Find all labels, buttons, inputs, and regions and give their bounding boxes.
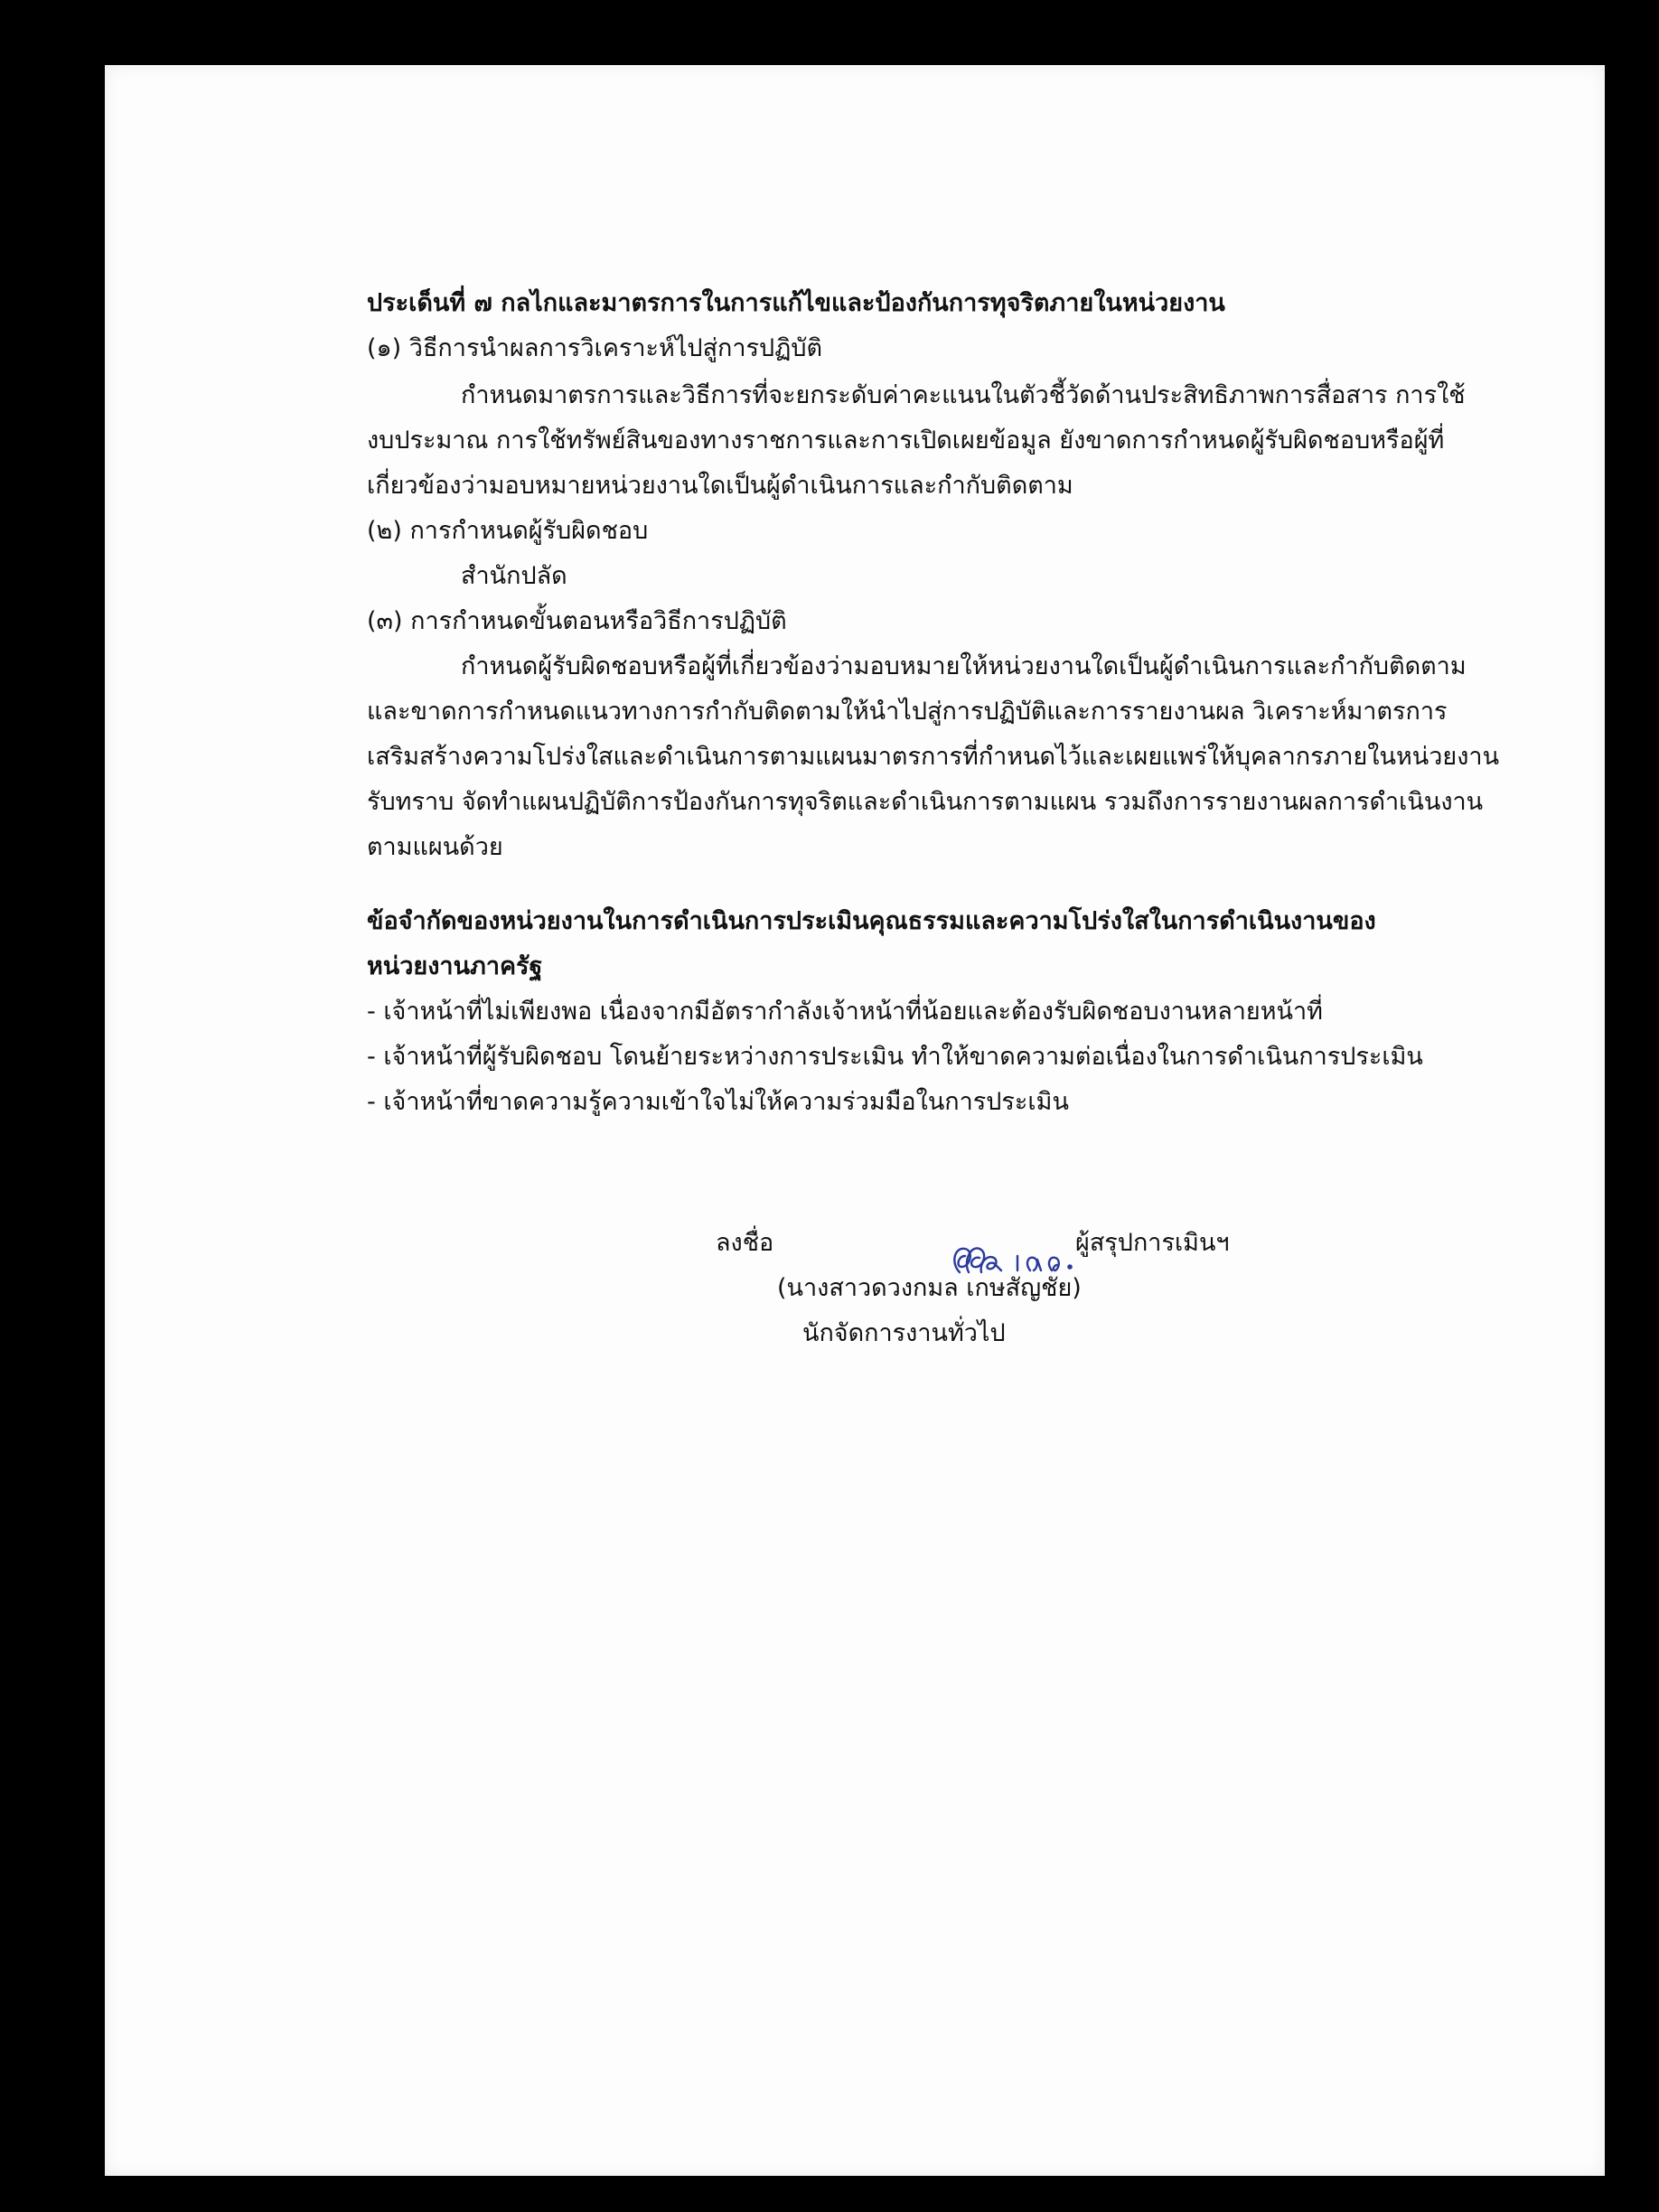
limitation-item: - เจ้าหน้าที่ไม่เพียงพอ เนื่องจากมีอัตรากำลังเจ้าหน้าที่น้อยและต้องรับผิดชอบงานหลายหน้าที่: [367, 998, 1323, 1026]
signer-role: ผู้สรุปการเมินฯ: [1075, 1229, 1230, 1257]
issue-heading: ประเด็นที่ ๗ กลไกและมาตรการในการแก้ไขและป้องกันการทุจริตภายในหน่วยงาน: [367, 289, 1225, 317]
section3-body-line: และขาดการกำหนดแนวทางการกำกับติดตามให้นำไปสู่การปฏิบัติและการรายงานผล วิเคราะห์มาตรการ: [367, 698, 1448, 726]
document-page: [105, 65, 1605, 2176]
limitations-heading-line: หน่วยงานภาครัฐ: [367, 952, 543, 980]
limitation-item: - เจ้าหน้าที่ขาดความรู้ความเข้าใจไม่ให้ความร่วมมือในการประเมิน: [367, 1088, 1069, 1116]
section1-body-line: เกี่ยวข้องว่ามอบหมายหน่วยงานใดเป็นผู้ดำเนินการและกำกับติดตาม: [367, 472, 1073, 500]
section3-title: (๓) การกำหนดขั้นตอนหรือวิธีการปฏิบัติ: [367, 607, 787, 635]
section3-body-line: รับทราบ จัดทำแผนปฏิบัติการป้องกันการทุจริตและดำเนินการตามแผน รวมถึงการรายงานผลการดำเนินงาน: [367, 788, 1484, 816]
section1-title: (๑) วิธีการนำผลการวิเคราะห์ไปสู่การปฏิบัติ: [367, 334, 822, 362]
limitations-heading-line: ข้อจำกัดของหน่วยงานในการดำเนินการประเมินคุณธรรมและความโปร่งใสในการดำเนินงานของ: [367, 907, 1376, 935]
signer-position: นักจัดการงานทั่วไป: [802, 1319, 1006, 1347]
section1-body-line: กำหนดมาตรการและวิธีการที่จะยกระดับค่าคะแนนในตัวชี้วัดด้านประสิทธิภาพการสื่อสาร การใช้: [461, 381, 1466, 409]
signer-name: (นางสาวดวงกมล เกษสัญชัย): [777, 1274, 1082, 1302]
sign-label: ลงชื่อ: [716, 1229, 774, 1257]
section3-body-line: กำหนดผู้รับผิดชอบหรือผู้ที่เกี่ยวข้องว่ามอบหมายให้หน่วยงานใดเป็นผู้ดำเนินการและกำกับติดตาม: [461, 652, 1467, 680]
section1-body-line: งบประมาณ การใช้ทรัพย์สินของทางราชการและการเปิดเผยข้อมูล ยังขาดการกำหนดผู้รับผิดชอบหรือผู้ที่: [367, 426, 1445, 455]
section3-body-line: ตามแผนด้วย: [367, 833, 503, 861]
limitation-item: - เจ้าหน้าที่ผู้รับผิดชอบ โดนย้ายระหว่างการประเมิน ทำให้ขาดความต่อเนื่องในการดำเนินการประเมิน: [367, 1043, 1423, 1071]
section2-title: (๒) การกำหนดผู้รับผิดชอบ: [367, 517, 649, 545]
section3-body-line: เสริมสร้างความโปร่งใสและดำเนินการตามแผนมาตรการที่กำหนดไว้และเผยแพร่ให้บุคลากรภายในหน่วยงาน: [367, 743, 1500, 771]
section2-body: สำนักปลัด: [461, 562, 567, 590]
